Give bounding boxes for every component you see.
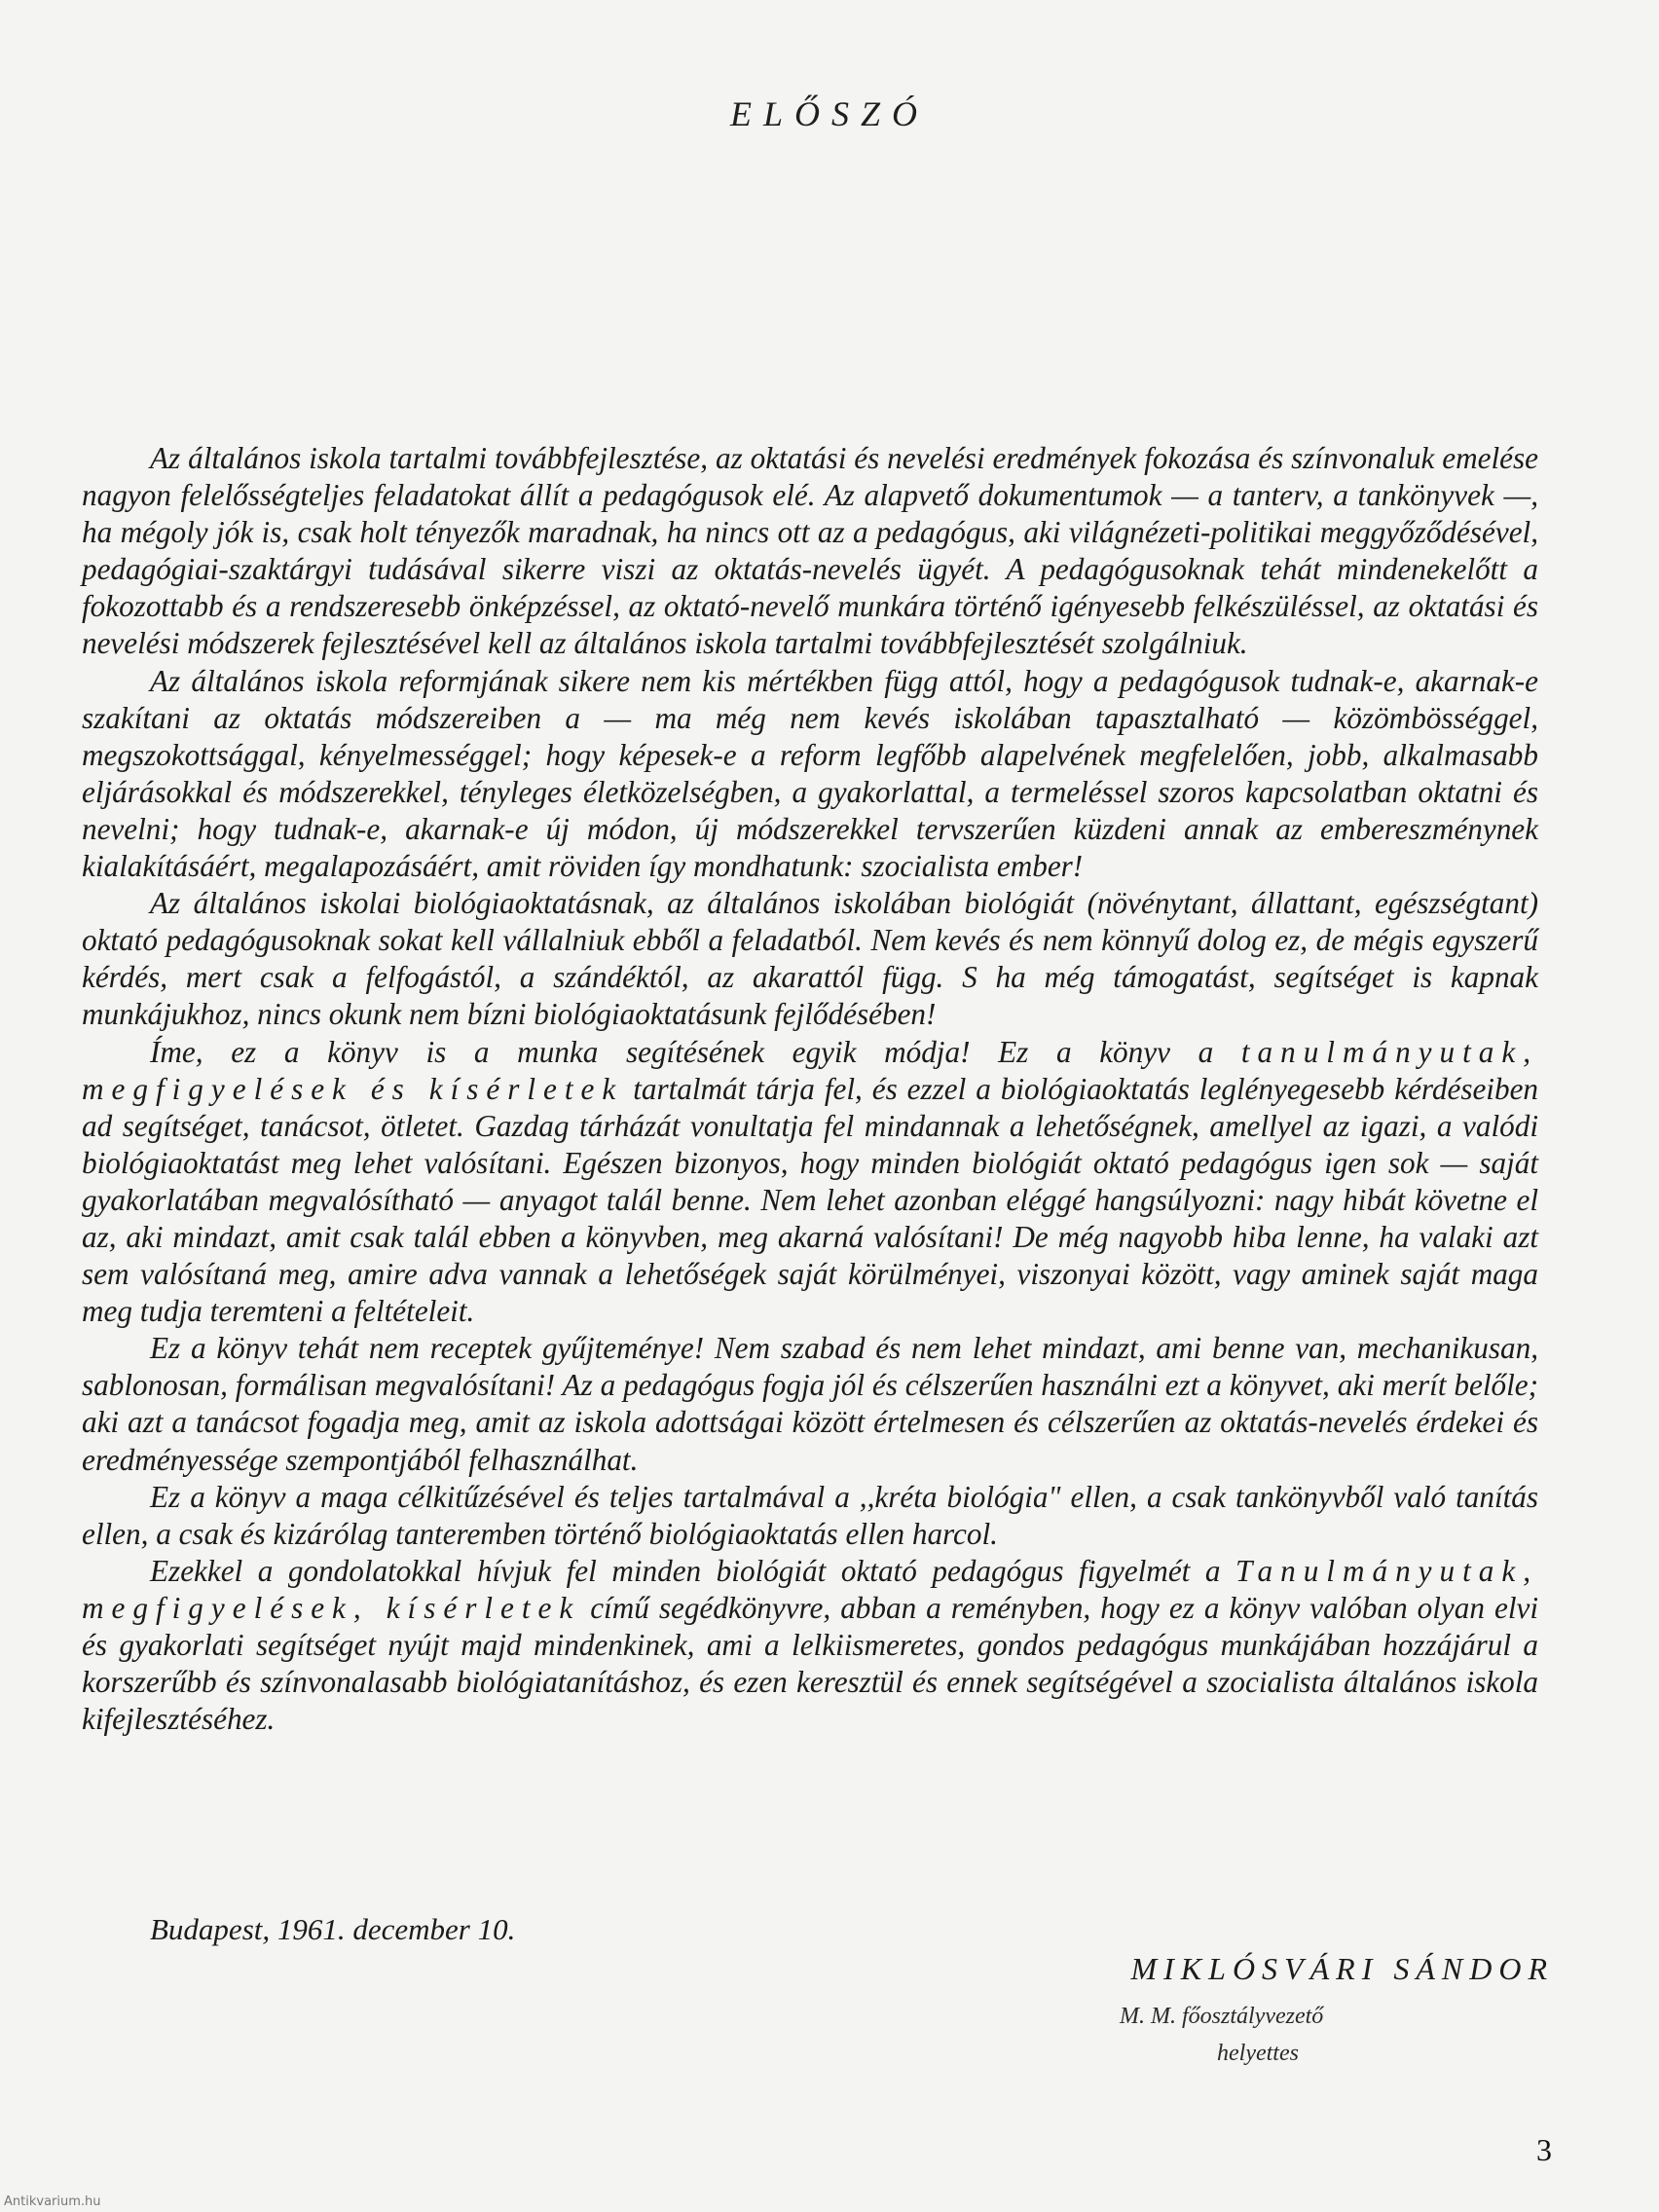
- paragraph-6: Ez a könyv a maga célkitűzésével és teljes tartalmával a ,,kréta biológia" ellen, a csak tankönyvből való tanítás ellen, a csak és kizárólag tanteremben történő biológiaoktatás ellen harcol.: [82, 1479, 1538, 1551]
- paragraph-4-rest: tartalmát tárja fel, és ezzel a biológiaoktatás leglényegesebb kérdéseiben ad segítséget, tanácsot, ötletet. Gazdag tárházát vonultatja fel mindannak a lehetőségnek, amellyel az igazi, a valódi biológiaoktatást meg lehet valósítani. Egészen bizonyos, hogy minden biológiát oktató pedagógus igen sok — saját gyakorlatában megvalósítható — anyagot talál benne. Nem lehet azonban eléggé hangsúlyozni: nagy hibát követne el az, aki mindazt, amit csak talál ebben a könyvben, meg akarná valósítani! De még nagyobb hiba lenne, ha valaki azt sem valósítaná meg, amire adva vannak a lehetőségek saját körülményei, viszonyai között, vagy aminek saját maga meg tudja teremteni a feltételeit.: [82, 1071, 1538, 1329]
- watermark: Antikvarium.hu: [4, 2194, 101, 2209]
- paragraph-4-start: Íme, ez a könyv is a munka segítésének egyik módja! Ez a könyv a: [150, 1034, 1214, 1069]
- signature-role-2: helyettes: [1217, 2041, 1299, 2066]
- spaced-book-title-2: Tanulmányutak, megfigyelések, kísérletek: [82, 1553, 1539, 1625]
- paragraph-7-start: Ezekkel a gondolatokkal hívjuk fel minden biológiát oktató pedagógus figyelmét a: [150, 1553, 1221, 1588]
- paragraph-1: Az általános iskola tartalmi továbbfejlesztése, az oktatási és nevelési eredmények fokozása és színvonaluk emelése nagyon felelősségteljes feladatokat állít a pedagógusok elé. Az alapvető dokumentumok — a tanterv, a tankönyvek —, ha mégoly jók is, csak holt tényezők maradnak, ha nincs ott az a pedagógus, aki világnézeti-politikai meggyőződésével, pedagógiai-szaktárgyi tudásával sikerre viszi az oktatás-nevelés ügyét. A pedagógusoknak tehát mindenekelőtt a fokozottabb és a rendszeresebb önképzéssel, az oktató-nevelő munkára történő igényesebb felkészüléssel, az oktatási és nevelési módszerek fejlesztésével kell az általános iskola tartalmi továbbfejlesztését szolgálniuk.: [82, 441, 1538, 661]
- paragraph-7: [82, 1553, 1538, 1738]
- paragraph-7-rest: című segédkönyvre, abban a reményben, hogy ez a könyv valóban olyan elvi és gyakorlati segítséget nyújt majd mindenkinek, ami a lelkiismeretes, gondos pedagógus munkájában hozzájárul a korszerűbb és színvonalasabb biológiatanításhoz, és ezen keresztül és ennek segítségével a szocialista általános iskola kifejlesztéséhez.: [82, 1590, 1538, 1737]
- paragraph-5: Ez a könyv tehát nem receptek gyűjteménye! Nem szabad és nem lehet mindazt, ami benne van, mechanikusan, sablonosan, formálisan megvalósítani! Az a pedagógus fogja jól és célszerűen használni ezt a könyvet, aki merít belőle; aki azt a tanácsot fogadja meg, amit az iskola adottságai között értelmesen és célszerűen az oktatás-nevelés érdekei és eredményessége szempontjából felhasználhat.: [82, 1331, 1538, 1477]
- spaced-book-title: tanulmányutak, megfigyelések és kísérletek: [82, 1034, 1539, 1106]
- date-line: Budapest, 1961. december 10.: [150, 1912, 516, 1946]
- page-number: 3: [1536, 2132, 1552, 2167]
- paragraph-2: Az általános iskola reformjának sikere nem kis mértékben függ attól, hogy a pedagógusok tudnak-e, akarnak-e szakítani az oktatás módszereiben a — ma még nem kevés iskolában tapasztalható — közömbösséggel, megszokottsággal, kényelmességgel; hogy képesek-e a reform legfőbb alapelvének megfelelően, jobb, alkalmasabb eljárásokkal és módszerekkel, tényleges életközelségben, a gyakorlattal, a termeléssel szoros kapcsolatban oktatni és nevelni; hogy tudnak-e, akarnak-e új módon, új módszerekkel tervszerűen küzdeni annak az embereszménynek kialakításáért, megalapozásáért, amit röviden így mondhatunk: szocialista ember!: [82, 663, 1538, 884]
- preface-body: [82, 440, 1538, 1738]
- page-title: ELŐSZÓ: [729, 94, 930, 133]
- paragraph-3: Az általános iskolai biológiaoktatásnak, az általános iskolában biológiát (növénytant, állattant, egészségtant) oktató pedagógusoknak sokat kell vállalniuk ebből a feladatból. Nem kevés és nem könnyű dolog ez, de mégis egyszerű kérdés, mert csak a felfogástól, a szándéktól, az akarattól függ. S ha még támogatást, segítséget is kapnak munkájukhoz, nincs okunk nem bízni biológiaoktatásunk fejlődésében!: [82, 886, 1538, 1032]
- signature-role: M. M. főosztályvezető: [1120, 2004, 1324, 2029]
- paragraph-4: [82, 1034, 1538, 1331]
- signature-name: MIKLÓSVÁRI SÁNDOR: [1130, 1951, 1554, 1986]
